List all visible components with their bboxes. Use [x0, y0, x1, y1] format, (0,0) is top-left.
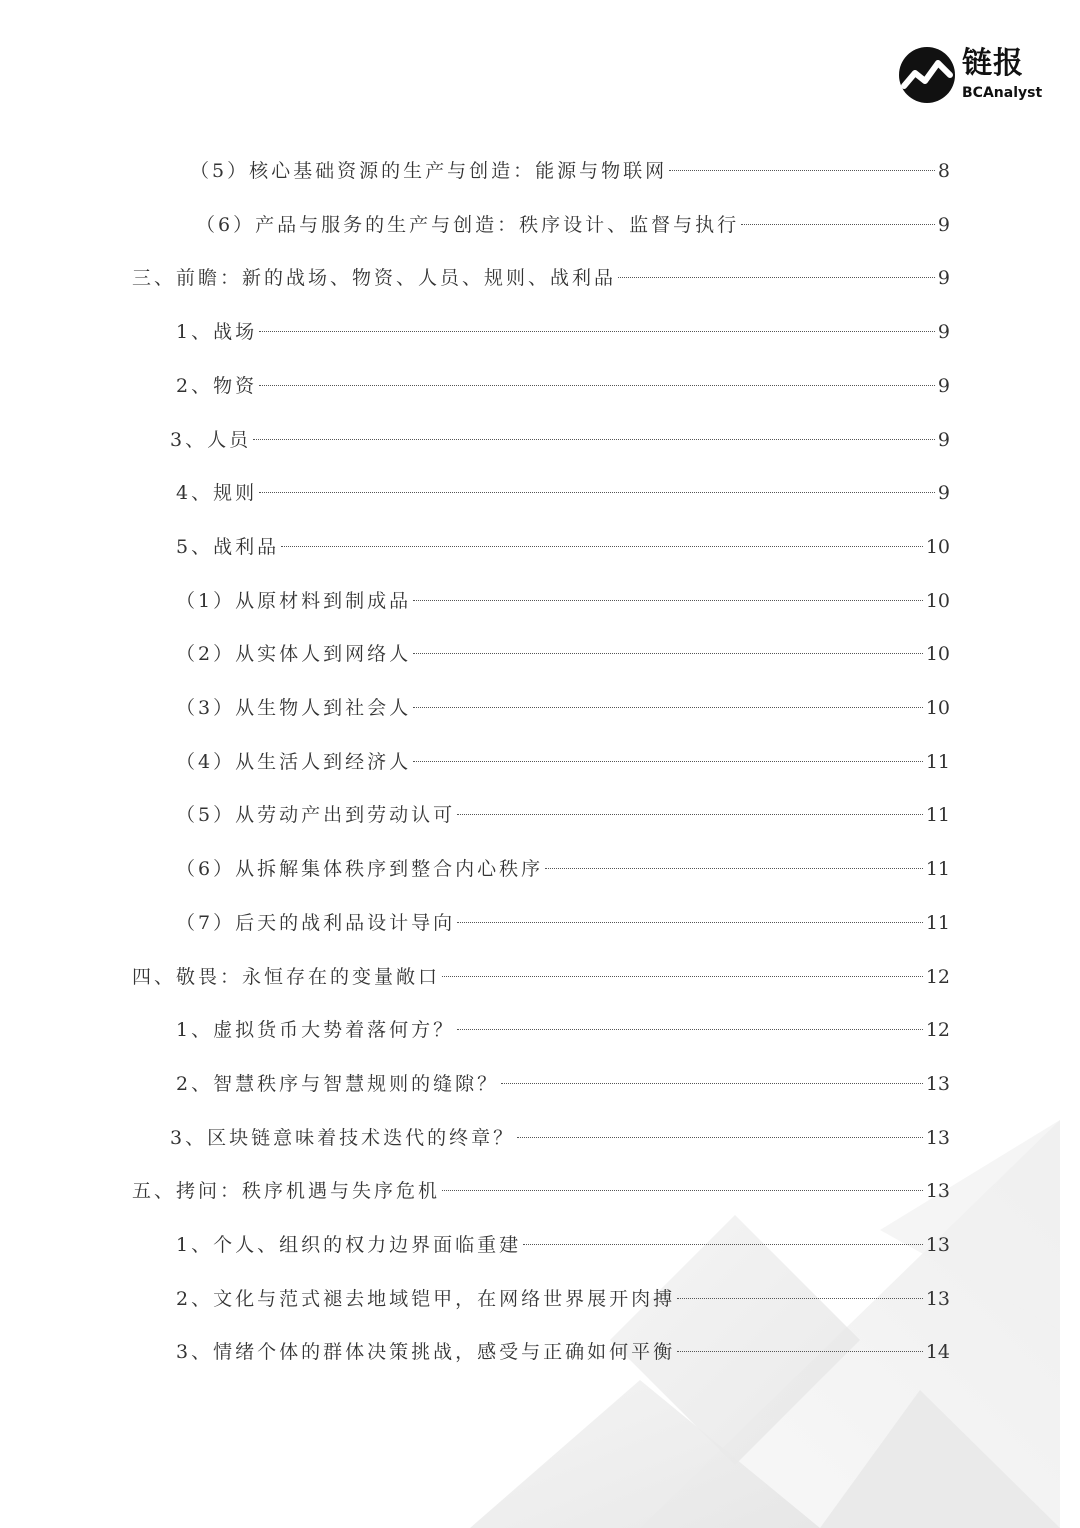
toc-page-number: 14: [925, 1341, 950, 1364]
toc-leader-dots: [677, 1351, 923, 1352]
toc-entry[interactable]: [176, 842, 950, 896]
toc-entry[interactable]: [176, 1003, 950, 1057]
toc-leader-dots: [259, 331, 935, 332]
toc-page-number: 11: [925, 750, 950, 773]
toc-entry-title: 3、人员: [170, 428, 252, 451]
toc-page-number: 13: [925, 1072, 950, 1095]
toc-page-number: 9: [937, 267, 950, 290]
toc-entry[interactable]: [176, 1272, 950, 1326]
toc-entry[interactable]: [190, 144, 950, 198]
toc-leader-dots: [501, 1083, 923, 1084]
toc-entry[interactable]: [170, 1111, 950, 1165]
toc-entry-title: （4）从生活人到经济人: [176, 750, 412, 773]
brand-logo: [898, 46, 1048, 108]
toc-leader-dots: [442, 976, 923, 977]
toc-entry-title: （3）从生物人到社会人: [176, 697, 412, 719]
toc-leader-dots: [457, 922, 923, 923]
toc-page-number: 11: [925, 804, 950, 827]
toc-page-number: 9: [937, 428, 950, 451]
toc-page-number: 13: [925, 1234, 950, 1256]
toc-entry[interactable]: [176, 466, 950, 520]
toc-page-number: 12: [925, 1019, 950, 1042]
toc-entry[interactable]: [176, 574, 950, 628]
toc-entry-title: 2、文化与范式褪去地域铠甲，在网络世界展开肉搏: [176, 1287, 676, 1310]
toc-leader-dots: [259, 492, 935, 493]
toc-entry-title: 4、规则: [176, 482, 258, 505]
toc-entry-title: （6）从拆解集体秩序到整合内心秩序: [176, 858, 544, 881]
toc-leader-dots: [457, 814, 923, 815]
toc-page-number: 10: [925, 589, 950, 612]
toc-entry-title: （5）核心基础资源的生产与创造：能源与物联网: [190, 160, 668, 182]
toc-entry-title: （2）从实体人到网络人: [176, 643, 412, 666]
logo-title: 链报: [962, 46, 1024, 81]
toc-entry-title: （5）从劳动产出到劳动认可: [176, 804, 456, 827]
toc-entry-title: 1、个人、组织的权力边界面临重建: [176, 1234, 522, 1256]
toc-page-number: 11: [925, 858, 950, 881]
toc-leader-dots: [669, 170, 935, 171]
toc-entry-title: 1、战场: [176, 321, 258, 344]
toc-entry[interactable]: [176, 627, 950, 681]
toc-entry[interactable]: [176, 520, 950, 574]
toc-entry[interactable]: [176, 735, 950, 789]
toc-leader-dots: [413, 761, 923, 762]
toc-leader-dots: [413, 707, 923, 708]
toc-leader-dots: [618, 277, 935, 278]
toc-entry[interactable]: [170, 413, 950, 467]
toc-page-number: 9: [937, 374, 950, 397]
toc-leader-dots: [281, 546, 923, 547]
toc-leader-dots: [413, 653, 923, 654]
toc-entry[interactable]: [176, 1057, 950, 1111]
toc-entry-title: （1）从原材料到制成品: [176, 589, 412, 612]
toc-entry[interactable]: [132, 251, 950, 305]
toc-page-number: 13: [925, 1180, 950, 1203]
toc-entry-title: （7）后天的战利品设计导向: [176, 911, 456, 934]
toc-entry-title: 五、拷问：秩序机遇与失序危机: [132, 1180, 441, 1203]
toc-page-number: 13: [925, 1287, 950, 1310]
toc-entry[interactable]: [176, 359, 950, 413]
toc-entry-title: 2、智慧秩序与智慧规则的缝隙？: [176, 1072, 500, 1095]
toc-entry-title: 3、情绪个体的群体决策挑战，感受与正确如何平衡: [176, 1341, 676, 1364]
toc-leader-dots: [677, 1298, 923, 1299]
toc-entry[interactable]: [176, 681, 950, 735]
toc-leader-dots: [413, 600, 923, 601]
toc-leader-dots: [523, 1244, 923, 1245]
toc-entry[interactable]: [196, 198, 950, 252]
toc-entry-title: （6）产品与服务的生产与创造：秩序设计、监督与执行: [196, 213, 740, 236]
toc-entry-title: 3、区块链意味着技术迭代的终章？: [170, 1126, 516, 1149]
toc-page-number: 13: [925, 1126, 950, 1149]
toc-leader-dots: [457, 1029, 923, 1030]
toc-leader-dots: [517, 1137, 923, 1138]
toc-entry[interactable]: [176, 1218, 950, 1272]
toc-leader-dots: [442, 1190, 923, 1191]
toc-page-number: 10: [925, 697, 950, 719]
logo-icon: [898, 46, 956, 104]
toc-entry-title: 三、前瞻：新的战场、物资、人员、规则、战利品: [132, 267, 617, 290]
toc-entry[interactable]: [176, 305, 950, 359]
toc-page-number: 10: [925, 535, 950, 558]
toc-leader-dots: [253, 439, 935, 440]
toc-entry-title: 四、敬畏：永恒存在的变量敞口: [132, 965, 441, 988]
toc-entry[interactable]: [176, 896, 950, 950]
toc-page-number: 8: [937, 160, 950, 182]
toc-entry[interactable]: [176, 1325, 950, 1379]
toc-page-number: 9: [937, 213, 950, 236]
toc-page-number: 11: [925, 911, 950, 934]
toc-page-number: 9: [937, 482, 950, 505]
toc-page-number: 12: [925, 965, 950, 988]
toc-entry-title: 2、物资: [176, 374, 258, 397]
toc-entry[interactable]: [176, 788, 950, 842]
toc-entry[interactable]: [132, 1164, 950, 1218]
toc-page-number: 9: [937, 321, 950, 344]
logo-subtitle: BCAnalyst: [962, 85, 1043, 101]
toc-leader-dots: [545, 868, 923, 869]
toc-entry-title: 1、虚拟货币大势着落何方？: [176, 1019, 456, 1042]
toc-page-number: 10: [925, 643, 950, 666]
toc-entry-title: 5、战利品: [176, 535, 280, 558]
toc-leader-dots: [741, 224, 935, 225]
toc-leader-dots: [259, 385, 935, 386]
toc-entry[interactable]: [132, 950, 950, 1004]
